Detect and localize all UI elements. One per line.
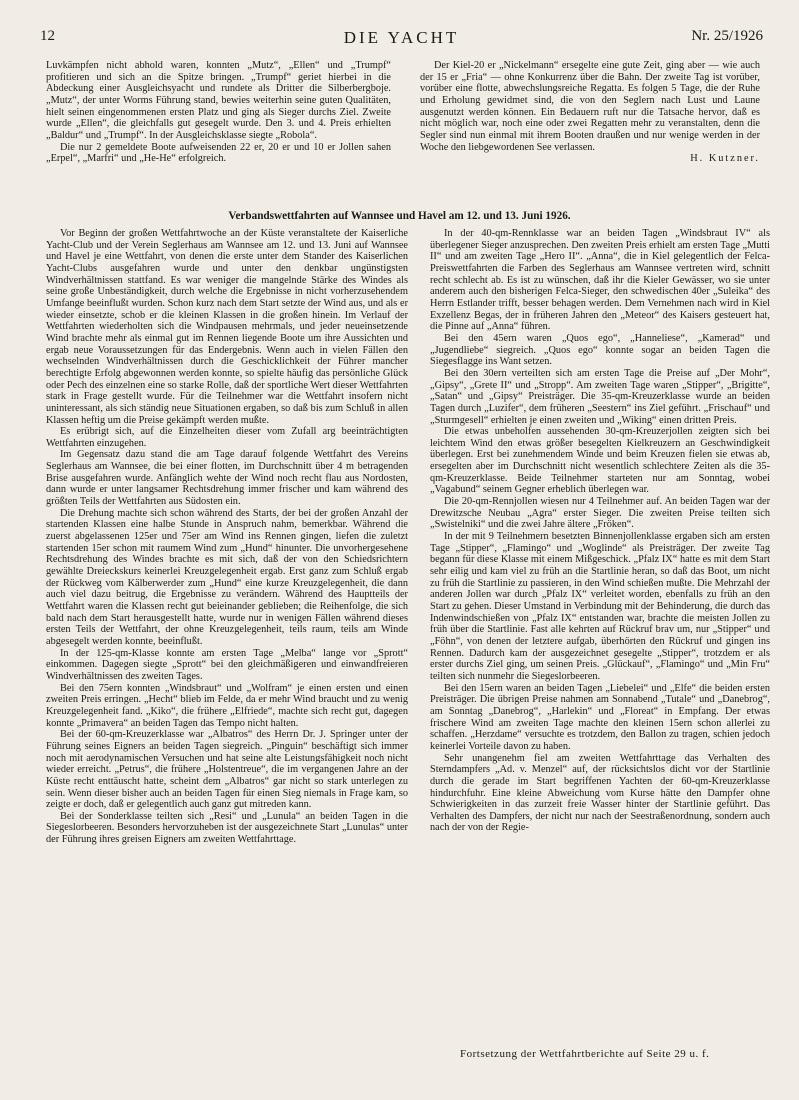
article-right-column	[430, 228, 770, 834]
paragraph: Bei der Sonderklasse teilten sich „Resi“ und „Lunula“ an beiden Tagen in die Siegeslorbeeren. Besonders hervorzuheben ist der ausgezeichnete Start „Lunulas“ unter der Führung ihres greisen Eigners am zweiten Wettfahrttage.	[46, 810, 408, 846]
paragraph: Bei den 15ern waren an beiden Tagen „Liebelei“ und „Elfe“ die beiden ersten Preisträger. Die übrigen Preise nahmen am Sonnabend „Tutale“ und „Danebrog“, am Sonntag „Danebrog“, „Harlekin“ und „Floreat“ in Empfang. Der etwas frischere Wind am zweiten Tage machte den kleinen 15ern schon allerlei zu schaffen. „Herzdame“ versuchte es trotzdem, den Ballon zu tragen, schien jedoch keinerlei Vorteile davon zu haben.	[430, 682, 770, 752]
paragraph: Bei den 30ern verteilten sich am ersten Tage die Preise auf „Der Mohr“, „Gipsy“, „Grete II“ und „Stropp“. Am zweiten Tage waren „Stipper“, „Brigitte“, „Satan“ und „Gipsy“ Preisträger. Die 35-qm-Kreuzerklasse wurde an beiden Tagen durch „Luzifer“, dem früheren „Seestern“ ins Ziel geführt. „Frischauf“ und „Sturmgesell“ erhielten je einen zweiten und „Wiking“ einen dritten Preis.	[430, 367, 770, 426]
page-number: 12	[40, 28, 55, 44]
paragraph: Die 20-qm-Rennjollen wiesen nur 4 Teilnehmer auf. An beiden Tagen war der Drewitzsche Neubau „Agra“ erster Sieger. Die zweiten Preise teilten sich „Swistelniki“ und die zwei Jahre ältere „Fröken“.	[430, 496, 770, 531]
top-left-column	[46, 60, 391, 165]
paragraph: Sehr unangenehm fiel am zweiten Wettfahrttage das Verhalten des Sterndampfers „Ad. v. Menzel“ auf, der rücksichtslos dicht vor der Startlinie durch die gerade im Start begriffenen Yachten der 60-qm-Kreuzerklasse hindurchfuhr. Eine kleine Abweichung vom Kurse hätte den Dampfer ohne Schwierigkeiten in das zurzeit freie Wasser hinter der Startlinie geführt. Das Verhalten des Dampfers, der nicht nur nach der Seestraßenordnung, sondern auch nach der von der Regie-	[430, 752, 770, 834]
paragraph: Die etwas unbeholfen aussehenden 30-qm-Kreuzerjollen zeigten sich bei leichtem Wind den etwas größer besegelten Kielkreuzern an Geschwindigkeit überlegen. Erst bei zunehmendem Winde und beim Kreuzen fielen sie etwas ab, ersegelten aber im Durchschnitt nicht wesentlich schlechtere Zeiten als die 35-qm-Kreuzerklasse. Beide Teilnehmer starteten nur am Sonntag, wobei „Vagabund“ seinem Gegner erheblich überlegen war.	[430, 426, 770, 496]
paragraph: Bei den 45ern waren „Quos ego“, „Hanneliese“, „Kamerad“ und „Jugendliebe“ siegreich. „Quos ego“ konnte sogar an beiden Tagen die Siegesflagge ins Want setzen.	[430, 332, 770, 368]
article-title: Verbandswettfahrten auf Wannsee und Havel am 12. und 13. Juni 1926.	[228, 210, 571, 222]
paragraph: In der 40-qm-Rennklasse war an beiden Tagen „Windsbraut IV“ als überlegener Sieger anzusprechen. Den zweiten Preis erhielt am ersten Tage „Mutti II“ und am zweiten Tage „Hero II“. „Anna“, die in Kiel gelegentlich der Felca-Preiswettfahrten die Farben des Seglerhaus am Wannsee vertreten wird, schnitt recht schlecht ab. Es ist zu wünschen, daß ihr die Kieler Gewässer, wo sie unter anderem auch den bisherigen Felca-Sieger, den schwedischen 40er „Suleika“ des Herrn Estlander trifft, besser behagen werden. Dem Vernehmen nach wird in Kiel Exzellenz Begas, der in früheren Jahren den „Meteor“ des Kaisers gesteuert hat, die Pinne auf „Anna“ führen.	[430, 228, 770, 333]
page-header	[40, 28, 763, 50]
paragraph: Bei den 75ern konnten „Windsbraut“ und „Wolfram“ je einen ersten und einen zweiten Preis erringen. „Hecht“ blieb im Felde, da er mehr Wind braucht und zu wenig Kreuzgelegenheit fand. „Kiko“, die frühere „Elfriede“, machte sich recht gut, dagegen konnte „Primavera“ an beiden Tagen das Tempo nicht halten.	[46, 682, 408, 729]
paragraph: Die Drehung machte sich schon während des Starts, der bei der großen Anzahl der startenden Klassen eine halbe Stunde in Anspruch nahm, bemerkbar. Während die zuerst abgelassenen 125er und 75er am Wind ins Rennen gingen, liefen die zuletzt startenden 15er schon mit raumem Wind zum „Hund“ hinunter. Die unvorhergesehene Rechtsdrehung des Windes brachte es mit sich, daß der von den Schiedsrichtern gewählte Dreieckskurs keinerlei Kreuzgelegenheit ergab. Erst ganz zum Schluß ergab der Rückweg vom Kälberwerder zum „Hund“ eine kurze Kreuzgelegenheit, die dann auch viel dazu beitrug, die Ergebnisse zu verändern. Während des Hauptteils der Wettfahrt waren die Klassen recht gut beieinander geblieben; die Reihenfolge, die sich bald nach dem Start herausgestellt hatte, wurde nur in wenigen Fällen während dieses ersten Teils der Wettfahrt, der ohne Kreuzgelegenheit, teils raum, teils am Winde abgesegelt werden konnte, beeinflußt.	[46, 507, 408, 647]
paragraph: Im Gegensatz dazu stand die am Tage darauf folgende Wettfahrt des Vereins Seglerhaus am Wannsee, die bei einer flotten, im Durchschnitt über 4 m betragenden Brise ausgefahren wurde. Anfänglich wehte der Wind noch recht flau aus Nordosten, dann wurde er unter langsamer Rechtsdrehung immer frischer und kam während des größten Teils der Wettfahrten aus Südosten ein.	[46, 449, 408, 508]
paragraph: Luvkämpfen nicht abhold waren, konnten „Mutz“, „Ellen“ und „Trumpf“ profitieren und sich an die Spitze bringen. „Trumpf“ geriet hierbei in die Abdeckung einer Ausgleichsyacht und rundete als Dritter die Silberbergboje. „Mutz“, der unter Worms Führung stand, bewies weiterhin seine guten Qualitäten, hielt seinen eingenommenen ersten Platz und ging als Sieger durchs Ziel. Zweite wurde „Ellen“, die gleichfalls gut gesegelt wurde. Den 3. und 4. Preis erhielten „Baldur“ und „Trumpf“. In der Ausgleichsklasse siegte „Robola“.	[46, 60, 391, 141]
top-right-column	[420, 60, 760, 165]
article-left-column	[46, 228, 408, 846]
magazine-title: DIE YACHT	[343, 28, 460, 47]
issue-number: Nr. 25/1926	[691, 28, 763, 44]
paragraph: In der 125-qm-Klasse konnte am ersten Tage „Melba“ lange vor „Sprott“ einkommen. Dagegen siegte „Sprott“ bei den gleichmäßigeren und einwandfreieren Windverhältnissen des zweiten Tages.	[46, 647, 408, 682]
paragraph: Die nur 2 gemeldete Boote aufweisenden 22 er, 20 er und 10 er Jollen sahen „Erpel“, „Marfri“ und „He-He“ erfolgreich.	[46, 141, 391, 165]
paragraph: Der Kiel-20 er „Nickelmann“ ersegelte eine gute Zeit, ging aber — wie auch der 15 er „Fria“ — ohne Konkurrenz über die Bahn. Der zweite Tag ist vorüber, vorüber eine flotte, abwechslungsreiche Regatta. Es folgen 5 Tage, die der Ruhe und Erholung gewidmet sind, die von den Seglern nach Lust und Laune ausgenutzt werden können. Ein Bedauern ruft nur die Tatsache hervor, daß es nicht möglich war, noch eine oder zwei Regatten mehr zu veranstalten, denn die Segler sind nun einmal mit ihrem Booten draußen und nur wenige werden in der Woche den liebgewordenen See verlassen.	[420, 60, 760, 153]
paragraph: Bei der 60-qm-Kreuzerklasse war „Albatros“ des Herrn Dr. J. Springer unter der Führung seines Eigners an beiden Tagen siegreich. „Pinguin“ beschäftigt sich immer noch mit aerodynamischen Versuchen und hat seine alte Leistungsfähigkeit noch nicht wieder erreicht. „Petrus“, die frühere „Holstentreue“, die im vergangenen Jahre an der Küste recht enttäuscht hatte, scheint dem „Albatros“ gar nicht so stark unterlegen zu sein. Wenn dieser bisher auch an beiden Tagen für einen Sieg niemals in Frage kam, so zeigte er doch, daß er gelegentlich auch ganz gut mitreden kann.	[46, 729, 408, 811]
paragraph: Vor Beginn der großen Wettfahrtwoche an der Küste veranstaltete der Kaiserliche Yacht-Club und der Verein Seglerhaus am Wannsee am 12. und 13. Juni auf Wannsee und Havel je eine Wettfahrt, von denen die erste unter dem Stander des Kaiserlichen Yacht-Clubs ausgefahren wurde und unter den denkbar ungünstigsten Windverhältnissen stattfand. Es war weniger die mangelnde Stärke des Windes als seine große Unbeständigkeit, durch welche die Ergebnisse in nicht vorherzusehendem Umfange beeinflußt wurden. Schon kurz nach dem Start setzte der Wind aus, und als er wieder einsetzte, schob er die kleinen Klassen in die großen hinein. Im Verlauf der Wettfahrten wiederholten sich die Windpausen mehrmals, und jeder neueinsetzende Wind brachte mehr als einmal gut im Rennen liegende Boote um ihre Aussichten und ergab neue Voraussetzungen für das Endergebnis. Wenn auch in vielen Fällen den wechselnden Windverhältnissen durch die Geschicklichkeit der Führer mancher berechtigte Erfolg abgewonnen werden konnte, so spielte häufig das persönliche Glück oder Pech des einzelnen eine so starke Rolle, daß der sportliche Wert dieser Wettfahrten stark in Frage gestellt wurde. Für die Teilnehmer war die Wettfahrt insofern nicht uninteressant, als sich ständig neue Situationen ergaben, so daß bis zum Schluß in allen Klassen heftig um die Preise gekämpft werden mußte.	[46, 228, 408, 426]
author-signature: H. Kutzner.	[690, 153, 760, 165]
paragraph: Es erübrigt sich, auf die Einzelheiten dieser vom Zufall arg beeinträchtigten Wettfahrten einzugehen.	[46, 426, 408, 449]
paragraph: In der mit 9 Teilnehmern besetzten Binnenjollenklasse ergaben sich am ersten Tage „Stipper“, „Flamingo“ und „Woglinde“ als Preisträger. Der zweite Tag begann für diese Klasse mit einem Mißgeschick. „Pfalz IX“ hatte es mit dem Start sehr eilig und kam viel zu früh an die Startlinie heran, so daß das Boot, um nicht zu früh die Startlinie zu passieren, in den Wind schießen mußte. Die Mehrzahl der anderen Jollen war durch „Pfalz IX“ verleitet worden, ebenfalls zu früh an den Start zu gehen. Dieser Umstand in Verbindung mit der Behinderung, die durch das Indenwindschießen von „Pfalz IX“ entstanden war, brachte die meisten Jollen zu früh über die Startlinie. Fast alle kehrten auf Rückruf brav um, nur „Stipper“ und „Föhn“, von denen der letztere aufgab, überhörten den Rückruf und gingen ins Rennen. Dadurch kam der ausgezeichnet gesegelte „Stipper“, trotzdem er als erster durchs Ziel ging, um seinen Preis. „Glückauf“, „Flamingo“ und „Min Fru“ teilten sich nunmehr die Siegeslorbeeren.	[430, 531, 770, 682]
continuation-note: Fortsetzung der Wettfahrtberichte auf Seite 29 u. f.	[460, 1048, 710, 1060]
